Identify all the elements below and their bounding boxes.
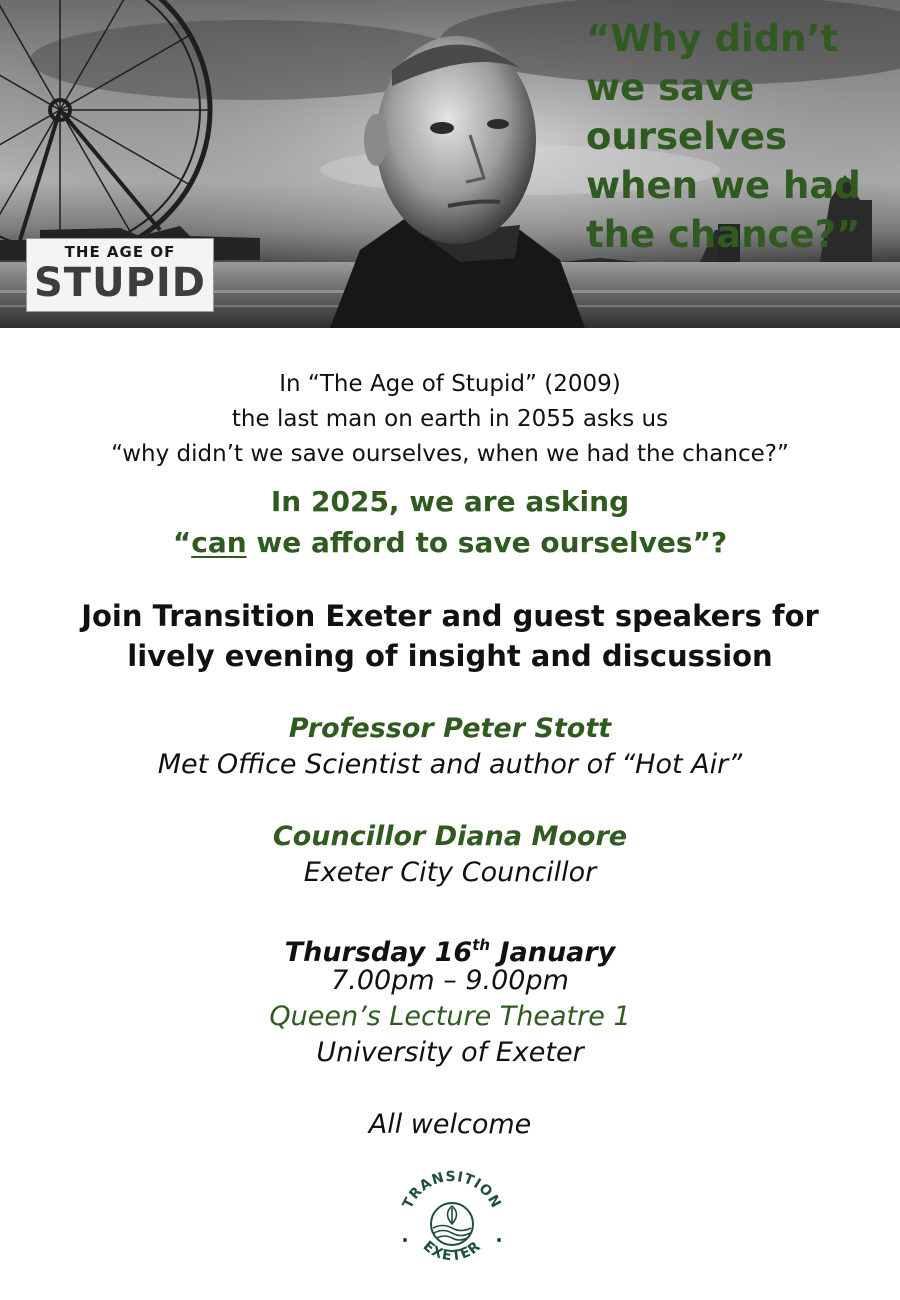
event-month: January bbox=[490, 937, 616, 968]
event-time: 7.00pm – 9.00pm bbox=[331, 965, 569, 996]
leaf-waves-icon bbox=[433, 1206, 471, 1240]
question-line-2 bbox=[0, 522, 900, 563]
question-rest: we afford to save ourselves”? bbox=[246, 526, 728, 559]
event-ordinal: th bbox=[472, 936, 491, 954]
join-invitation bbox=[0, 596, 900, 676]
open-quote: “ bbox=[172, 526, 192, 559]
speaker-block bbox=[0, 819, 900, 891]
speaker-name: Councillor Diana Moore bbox=[272, 821, 628, 852]
speaker-role: Exeter City Councillor bbox=[303, 857, 597, 888]
film-logo-line1: THE AGE OF bbox=[64, 243, 176, 261]
event-institution: University of Exeter bbox=[316, 1037, 584, 1068]
intro-line-1: In “The Age of Stupid” (2009) bbox=[279, 371, 621, 397]
event-venue: Queen’s Lecture Theatre 1 bbox=[269, 1001, 631, 1032]
film-banner-image bbox=[0, 0, 900, 328]
banner-quote: “Why didn’t we save ourselves when we had the chance?” bbox=[586, 17, 861, 256]
film-logo bbox=[26, 238, 214, 312]
intro-line-2: the last man on earth in 2055 asks us bbox=[231, 406, 669, 432]
film-logo-line2: STUPID bbox=[34, 260, 206, 306]
question-heading bbox=[0, 481, 900, 563]
speaker-block bbox=[0, 711, 900, 783]
join-line-1: Join Transition Exeter and guest speakers for bbox=[81, 599, 819, 633]
logo-text-top: TRANSITION bbox=[399, 1168, 505, 1212]
speaker-role: Met Office Scientist and author of “Hot Air” bbox=[157, 749, 743, 780]
event-day: Thursday 16 bbox=[284, 937, 473, 968]
transition-exeter-logo bbox=[393, 1162, 511, 1280]
join-line-2: lively evening of insight and discussion bbox=[127, 639, 773, 673]
logo-text-bottom: EXETER bbox=[419, 1238, 485, 1265]
intro-line-3: “why didn’t we save ourselves, when we had the chance?” bbox=[111, 441, 789, 467]
welcome-note: All welcome bbox=[368, 1109, 532, 1140]
intro-paragraph bbox=[0, 367, 900, 472]
speaker-name: Professor Peter Stott bbox=[288, 713, 612, 744]
emphasis-word: can bbox=[191, 526, 247, 559]
question-line-1: In 2025, we are asking bbox=[270, 485, 630, 518]
